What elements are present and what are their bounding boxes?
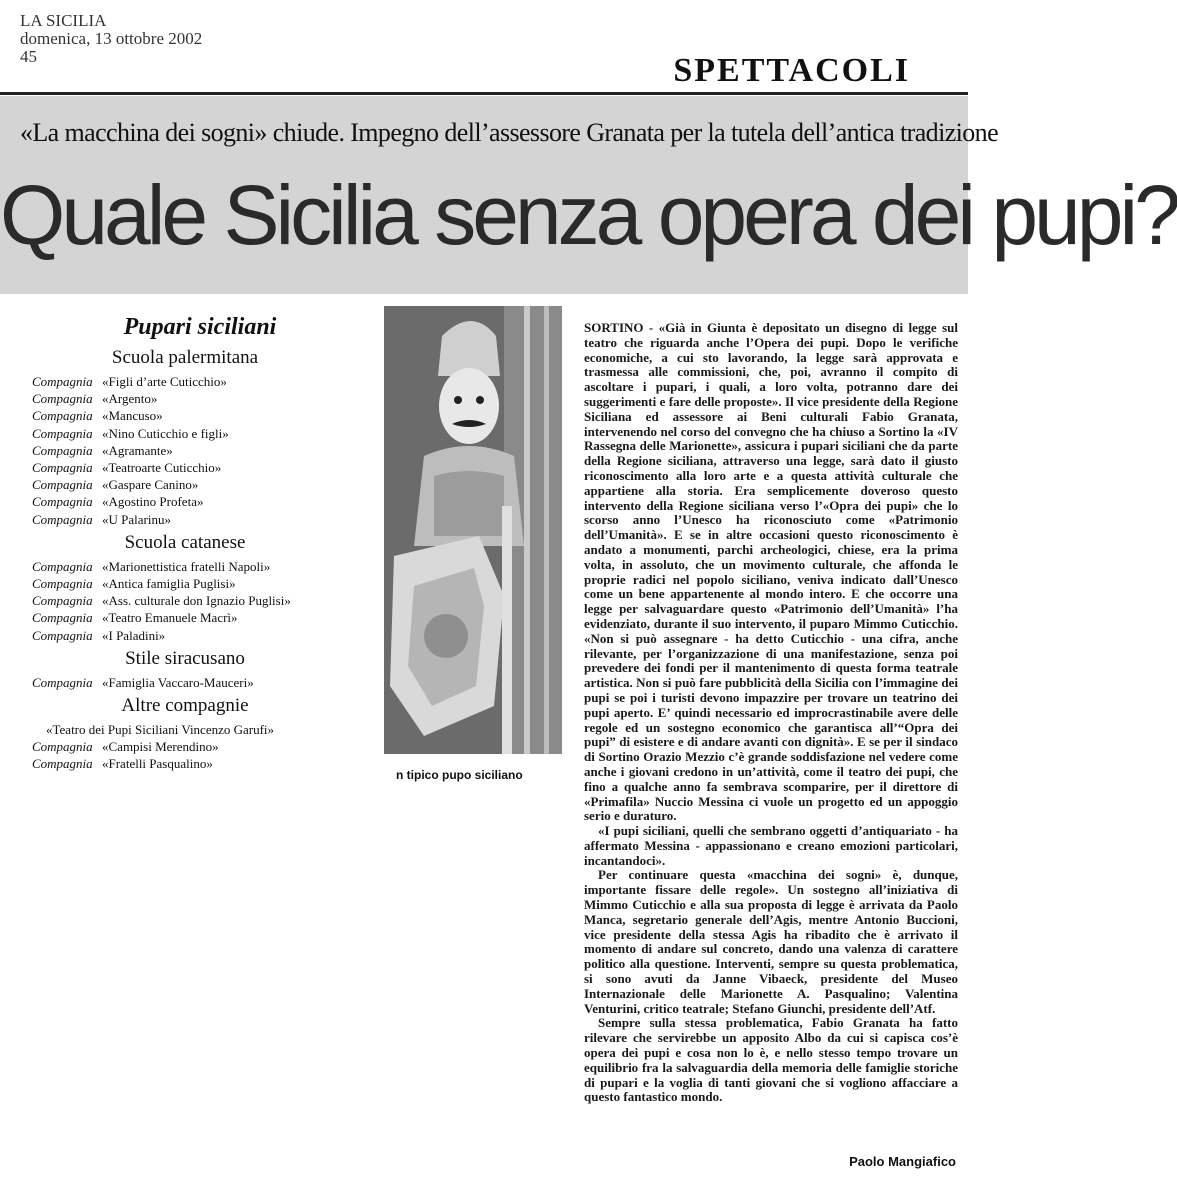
company-label: Compagnia — [32, 460, 93, 476]
company-row — [32, 558, 338, 575]
company-label: Compagnia — [32, 756, 93, 772]
company-label: Compagnia — [32, 739, 93, 755]
company-name: «Argento» — [102, 391, 158, 407]
company-name: «Figli d’arte Cuticchio» — [102, 374, 227, 389]
company-row — [32, 493, 338, 510]
pupari-sidebar — [32, 314, 338, 772]
company-row — [32, 738, 338, 755]
article-paragraph: SORTINO - «Già in Giunta è depositato un disegno di legge sul teatro che riguarda anche l’Opera dei pupi. Dopo le verifiche economiche, a cui sto lavorando, la legge sarà approvata e trasmessa alle commissioni, che, poi, avranno il compito di ascoltare i pupari, i quali, a loro volta, potranno dare dei suggerimenti e fare delle proposte». Il vice presidente della Regione Siciliana ed assessore ai Beni culturali Fabio Granata, intervenendo nel corso del convegno che ha chiuso a Sortino la «IV Rassegna delle Marionette», assicura i pupari siciliani che da parte della Regione siciliana, attraverso una legge, sarà dato il giusto riconoscimento alla loro arte e a questa attività culturale che appartiene alla storia. Era semplicemente doveroso questo intervento della Regione siciliana verso l’«Opra dei pupi» che lo scorso anno l’Unesco ha riconosciuto come «Patrimonio dell’Umanità». E se in altre occasioni questo riconoscimento è andato a monumenti, parchi archeologici, chiese, era la prima volta, in assoluto, che un movimento culturale, che affonda le proprie radici nel popolo siciliano, veniva indicato dall’Unesco come un bene appartenente al mondo intero. E che occorre una legge per salvaguardare questo «Patrimonio dell’Umanità» l’ha evidenziato, durante il suo intervento, il puparo Mimmo Cuticchio. «Non si può assegnare - ha detto Cuticchio - una cifra, anche rilevante, per l’organizzazione di una manifestazione, senza poi prevedere dei fondi per il mantenimento di questa forma teatrale artistica. Non si può fare pubblicità della Sicilia con l’immagine dei pupi se poi i turisti devono impazzire per trovare un teatrino dei pupi aperto. E’ quindi necessario ed improcrastinabile avere delle regole ed un sostegno economico che garantisca all’“Opra dei pupi” di esistere e di andare avanti con dignità». E se per il sindaco di Sortino Orazio Mezzio c’è grande soddisfazione nel vedere come anche i giovani credono in un’attività, come il teatro dei pupi, che fino a qualche anno fa sembrava scomparire, per il direttore di «Primafila» Nuccio Messina ci vuole un progetto ed un appoggio serio e duraturo. — [584, 320, 958, 824]
article-paragraph: «I pupi siciliani, quelli che sembrano oggetti d’antiquariato - ha affermato Messina - appassionano e creano emozioni particolari, incantandoci». — [584, 823, 958, 868]
school-heading: Scuola palermitana — [111, 347, 259, 368]
company-name: «I Paladini» — [102, 627, 166, 643]
company-name: «Nino Cuticchio e figli» — [102, 425, 229, 441]
company-name: «Fratelli Pasqualino» — [102, 756, 213, 772]
company-name: «Campisi Merendino» — [102, 739, 219, 755]
company-row — [32, 442, 338, 459]
puppet-image — [384, 306, 562, 754]
company-name: «Teatro dei Pupi Siciliani Vincenzo Garufi» — [46, 722, 275, 738]
company-label: Compagnia — [32, 442, 93, 458]
company-label: Compagnia — [32, 558, 93, 574]
company-row — [32, 407, 338, 424]
top-rule — [0, 92, 968, 95]
headline: Quale Sicilia senza opera dei pupi? — [0, 168, 1177, 262]
article-body — [584, 321, 958, 1105]
masthead-info — [20, 12, 202, 66]
company-row — [32, 476, 338, 493]
company-label: Compagnia — [32, 511, 93, 527]
company-label: Compagnia — [32, 610, 93, 626]
school-heading: Scuola catanese — [124, 531, 246, 553]
company-row — [32, 721, 338, 738]
byline: Paolo Mangiafico — [849, 1154, 956, 1169]
puppet-photo — [384, 306, 562, 754]
company-name: «Agostino Profeta» — [102, 494, 204, 510]
company-row — [32, 575, 338, 592]
company-row — [32, 511, 338, 528]
school-heading: Stile siracusano — [125, 647, 245, 669]
company-row — [32, 627, 338, 644]
company-name: «Marionettistica fratelli Napoli» — [102, 558, 271, 574]
company-label: Compagnia — [32, 477, 93, 493]
school-heading: Altre compagnie — [121, 695, 249, 717]
company-label: Compagnia — [32, 576, 93, 592]
company-label: Compagnia — [32, 391, 93, 407]
company-row — [32, 373, 338, 390]
company-name: «Teatroarte Cuticchio» — [102, 460, 222, 476]
company-name: «U Palarinu» — [102, 511, 171, 527]
company-name: «Antica famiglia Puglisi» — [102, 576, 236, 592]
article-paragraph: Per continuare questa «macchina dei sogni» è, dunque, importante fissare delle regole». Un sostegno all’iniziativa di Mimmo Cuticchio e alla sua proposta di legge è arrivata da Paolo Manca, segretario generale dell’Agis, mentre Antonio Buccioni, vice presidente della stessa Agis ha ribadito che è arrivato il momento di andare sul concreto, dando una valenza di carattere politico alla questione. Interventi, sempre su questa problematica, si sono avuti da Janne Vibaeck, presidente del Museo Internazionale delle Marionette A. Pasqualino; Valentina Venturini, critico teatrale; Stefano Giunchi, presidente dell’Atf. — [584, 867, 958, 1016]
photo-caption: n tipico pupo siciliano — [396, 768, 523, 782]
company-name: «Famiglia Vaccaro-Mauceri» — [102, 674, 254, 690]
page-number: 45 — [20, 47, 37, 66]
kicker: «La macchina dei sogni» chiude. Impegno dell’assessore Granata per la tutela dell’antica tradizione — [20, 118, 999, 147]
company-row — [32, 609, 338, 626]
paper-name: LA SICILIA — [20, 11, 107, 30]
company-label: Compagnia — [32, 425, 93, 441]
company-label: Compagnia — [32, 494, 93, 510]
company-row — [32, 390, 338, 407]
sidebar-title: Pupari siciliani — [123, 314, 277, 340]
company-name: «Teatro Emanuele Macrì» — [102, 610, 238, 626]
company-name: «Ass. culturale don Ignazio Puglisi» — [102, 593, 291, 609]
company-label: Compagnia — [32, 408, 93, 424]
company-label: Compagnia — [32, 593, 93, 609]
company-label: Compagnia — [32, 627, 93, 643]
issue-date: domenica, 13 ottobre 2002 — [20, 29, 203, 48]
company-label: Compagnia — [32, 674, 93, 690]
company-name: «Mancuso» — [102, 408, 163, 424]
section-label: SPETTACOLI — [673, 52, 910, 89]
company-row — [32, 755, 338, 772]
company-row — [32, 459, 338, 476]
company-name: «Gaspare Canino» — [102, 477, 199, 493]
company-name: «Agramante» — [102, 442, 173, 458]
company-row — [32, 674, 338, 691]
company-row — [32, 425, 338, 442]
article-paragraph: Sempre sulla stessa problematica, Fabio Granata ha fatto rilevare che servirebbe un apposito Albo da cui si capisca cos’è opera dei pupi e cosa non lo è, e nello stesso tempo trovare un equilibrio fra la salvaguardia della memoria delle famiglie storiche di pupari e la voglia di tanti giovani che si vogliono affacciare a questo fantastico mondo. — [584, 1015, 958, 1105]
company-row — [32, 592, 338, 609]
company-label: Compagnia — [32, 374, 93, 389]
